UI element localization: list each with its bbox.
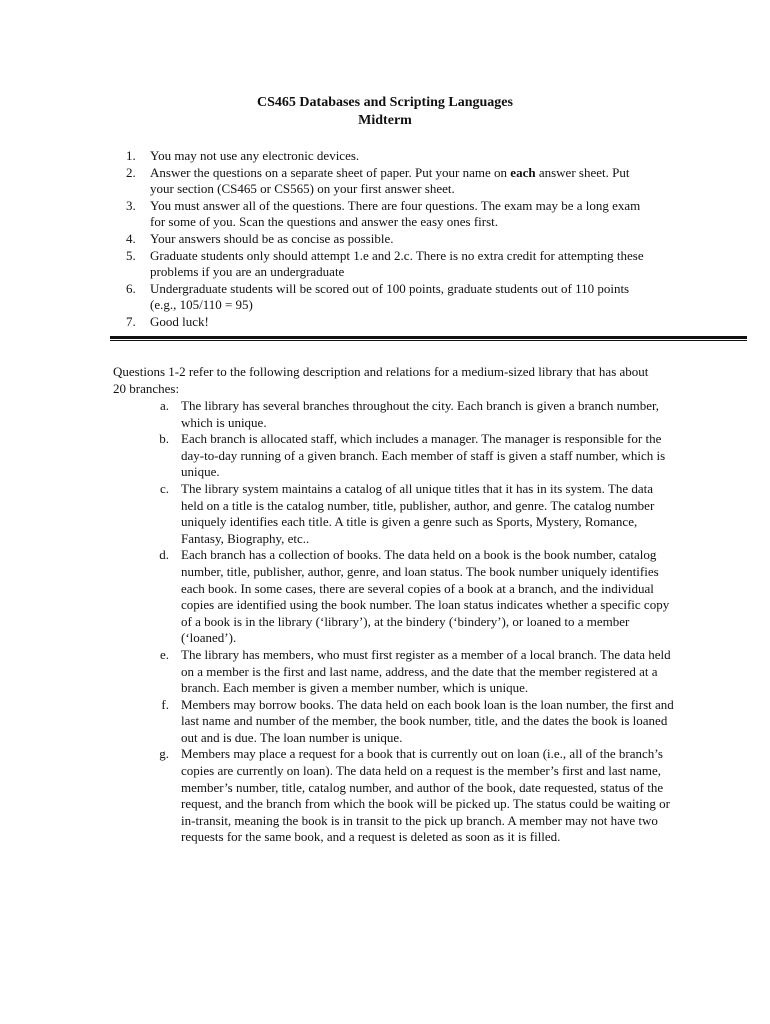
instruction-text: Answer the questions on a separate sheet of paper. Put your name on [150,164,511,180]
item-text: The library has several branches throughout the city. Each branch is given a branch number, which is unique. [181,398,660,430]
item-letter: f. [161,696,169,712]
description-item [157,431,677,481]
item-letter: b. [159,431,169,447]
instruction-item [126,314,646,331]
item-text: Each branch has a collection of books. The data held on a book is the book number, catalog number, title, publisher, author, genre, and loan status. The book number uniquely identifies each book. In some cases, there are several copies of a book at a branch, and the individual copies are identified using the book number. The loan status indicates whether a specific copy of a book is in the library (‘library’), at the bindery (‘bindery’), or loaned to a member (‘loaned’). [181,547,670,646]
instruction-item [126,148,646,165]
item-text: Members may borrow books. The data held on each book loan is the loan number, the first and last name and number of the member, the book number, title, and the dates the book is loaned out and is due. The loan number is unique. [181,696,674,745]
instruction-number: 2. [126,164,136,180]
instruction-number: 3. [126,197,136,213]
description-item [157,547,677,647]
item-letter: e. [159,646,169,662]
library-description-list [157,398,677,846]
item-letter: c. [159,480,169,496]
instruction-text: You must answer all of the questions. There are four questions. The exam may be a long exam for some of you. Scan the questions and answer the easy ones first. [150,197,641,230]
instruction-item [126,248,646,281]
instruction-text: answer sheet. Put your section (CS465 or CS565) on your first answer sheet. [150,164,630,197]
instructions-list [126,148,646,331]
item-letter: d. [159,547,169,563]
description-item [157,398,677,431]
instruction-number: 6. [126,280,136,296]
instruction-emphasis: each [510,164,536,180]
instruction-number: 5. [126,247,136,263]
section-divider [110,336,747,341]
description-item [157,697,677,747]
instruction-item [126,165,646,198]
instruction-number: 4. [126,230,136,246]
instruction-number: 7. [126,313,136,329]
instruction-number: 1. [126,148,136,163]
item-text: Each branch is allocated staff, which includes a manager. The manager is responsible for the day-to-day running of a given branch. Each member of staff is given a staff number, which is unique. [181,431,666,480]
instruction-item [126,281,646,314]
item-text: The library has members, who must first register as a member of a local branch. The data held on a member is the first and last name, address, and the date that the member registered at a branch. Each member is given a member number, which is unique. [181,646,671,696]
instruction-text: You may not use any electronic devices. [150,148,360,163]
description-item [157,481,677,547]
document-title: CS465 Databases and Scripting Languages [257,95,513,110]
instruction-text: Good luck! [150,313,209,329]
item-letter: g. [159,746,169,762]
instruction-text: Undergraduate students will be scored out of 100 points, graduate students out of 110 points (e.g., 105/110 = 95) [150,280,630,313]
instruction-text: Your answers should be as concise as possible. [150,230,394,246]
item-letter: a. [159,398,169,413]
description-item [157,746,677,846]
questions-intro: Questions 1-2 refer to the following description and relations for a medium-sized library that has about 20 branches: [113,364,649,396]
instruction-item [126,231,646,248]
item-text: The library system maintains a catalog of all unique titles that it has in its system. The data held on a title is the catalog number, title, publisher, author, and genre. The catalog number uniquely identifies each title. A title is given a genre such as Sports, Mystery, Romance, Fantasy, Biography, etc.. [181,480,655,546]
description-item [157,647,677,697]
item-text: Members may place a request for a book that is currently out on loan (i.e., all of the branch’s copies are currently on loan). The data held on a request is the member’s first and last name, member’s number, title, catalog number, and author of the book, date requested, status of the request, and the branch from which the book will be picked up. The status could be waiting or in-transit, meaning the book is in transit to the pick up branch. A member may not have two requests for the same book, and a request is deleted as soon as it is filled. [181,746,670,845]
instruction-item [126,198,646,231]
instruction-text: Graduate students only should attempt 1.e and 2.c. There is no extra credit for attempting these problems if you are an undergraduate [150,247,644,280]
document-subtitle: Midterm [358,113,412,128]
